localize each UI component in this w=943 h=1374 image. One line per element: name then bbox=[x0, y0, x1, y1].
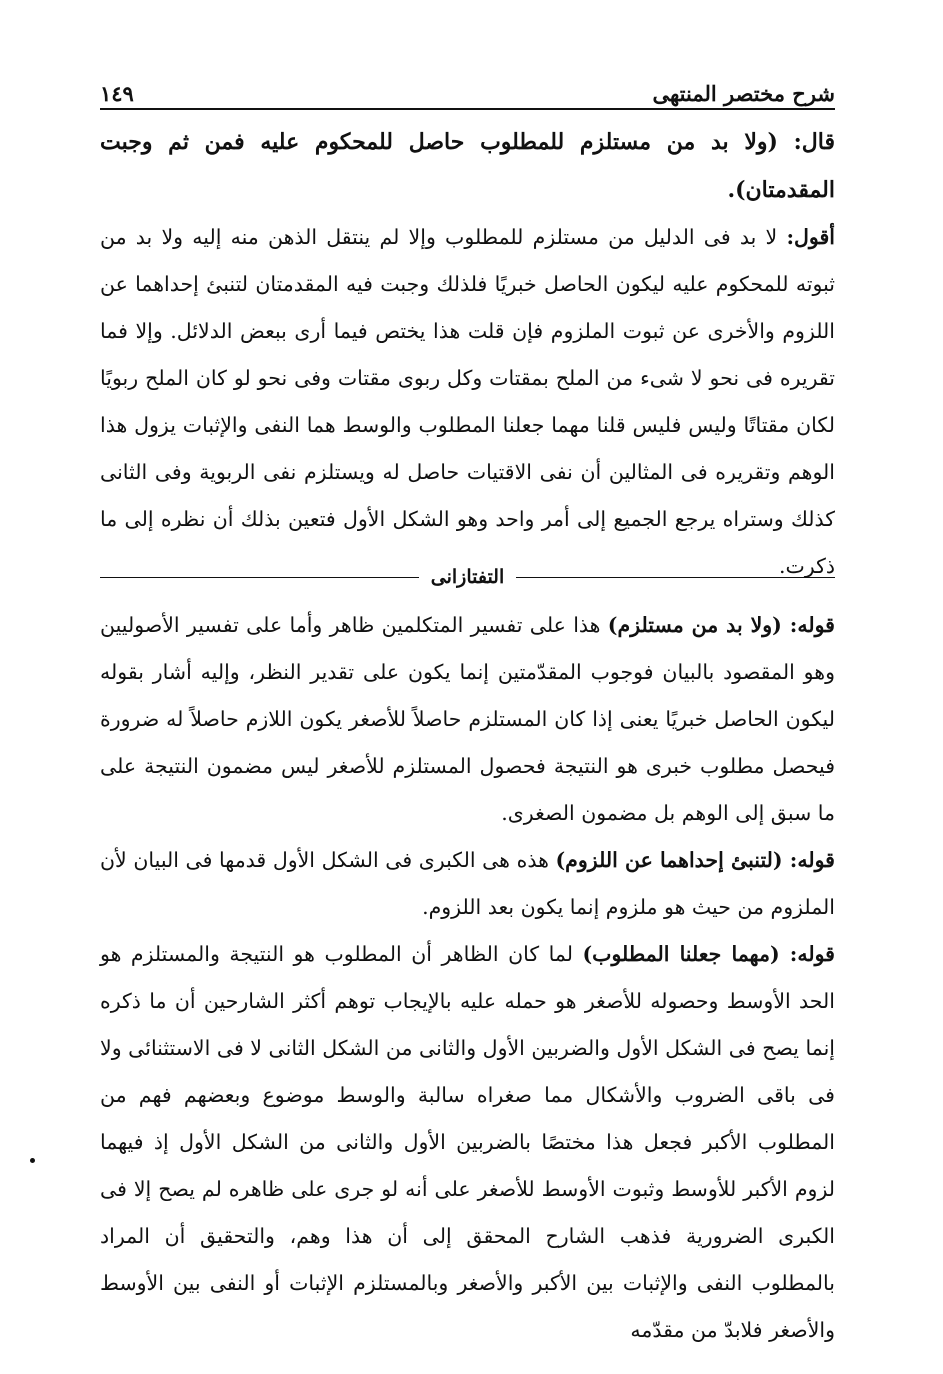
commentary-paragraph-2 bbox=[100, 837, 835, 931]
quote-paragraph bbox=[100, 118, 835, 214]
running-title: شرح مختصر المنتهى bbox=[652, 81, 835, 106]
commentary-paragraph-3 bbox=[100, 931, 835, 1354]
main-text bbox=[100, 118, 835, 590]
section-divider bbox=[100, 560, 835, 594]
page-header bbox=[100, 72, 835, 110]
divider-label: التفتازانى bbox=[430, 566, 505, 588]
divider-rule-right bbox=[516, 577, 835, 578]
commentary-text-3: لما كان الظاهر أن المطلوب هو النتيجة والمستلزم هو الحد الأوسط وحصوله للأصغر هو حمله عليه بالإيجاب توهم أكثر الشارحين أن ما ذكره إنما يصح فى الشكل الأول والضربين الأول والثانى من الشكل الثانى لا فى الاستثنائى ولا فى باقى الضروب والأشكال مما صغراه سالبة والوسط موضوع وبعضهم فهم من المطلوب الأكبر فجعل هذا مختصًا بالضربين الأول والثانى من الشكل الأول إذ فيهما لزوم الأكبر للأوسط وثبوت الأوسط للأصغر على أنه لو جرى على ظاهره لم يصح إلا فى الكبرى الضرورية فذهب الشارح المحقق إلى أن هذا وهم، والتحقيق أن المراد بالمطلوب النفى والإثبات بين الأكبر والأصغر وبالمستلزم الإثبات أو النفى بين الأوسط والأصغر فلابدّ من مقدّمه bbox=[100, 942, 835, 1342]
quote-text: (ولا بد من مستلزم للمطلوب حاصل للمحكوم عليه فمن ثم وجبت المقدمتان). bbox=[100, 129, 835, 203]
commentary-label-1: قوله: (ولا بد من مستلزم) bbox=[607, 613, 835, 637]
page-number: ١٤٩ bbox=[100, 81, 134, 106]
commentary-text-2: هذه هى الكبرى فى الشكل الأول قدمها فى البيان لأن الملزوم من حيث هو ملزوم إنما يكون بعد اللزوم. bbox=[100, 848, 835, 919]
commentary-text bbox=[100, 602, 835, 1354]
explanation-paragraph bbox=[100, 214, 835, 590]
quote-label: قال: bbox=[793, 129, 835, 155]
explanation-label: أقول: bbox=[786, 225, 835, 249]
commentary-text-1: هذا على تفسير المتكلمين ظاهر وأما على تفسير الأصوليين وهو المقصود بالبيان فوجوب المقدّمتين إنما يكون على تقدير النظر، وإليه أشار بقوله ليكون الحاصل خبريًا يعنى إذا كان المستلزم حاصلاً للأصغر يكون اللازم حاصلاً له ضرورة فيحصل مطلوب خبرى هو النتيجة فحصول المستلزم للأصغر ليس مضمون النتيجة على ما سبق إلى الوهم بل مضمون الصغرى. bbox=[100, 613, 835, 825]
commentary-paragraph-1 bbox=[100, 602, 835, 837]
explanation-text: لا بد فى الدليل من مستلزم للمطلوب وإلا لم ينتقل الذهن منه إليه ولا بد من ثبوته للمحكوم عليه ليكون الحاصل خبريًا فلذلك وجبت فيه المقدمتان لتنبئ إحداهما عن اللزوم والأخرى عن ثبوت الملزوم فإن قلت هذا يختص فيما أرى ببعض الدلائل. وإلا فما تقريره فى نحو لا شىء من الملح بمقتات وكل ربوى مقتات وفى نحو لو كان الملح ربويًا لكان مقتاتًا وليس فليس قلنا مهما جعلنا المطلوب والوسط هما النفى والإثبات يزول هذا الوهم وتقريره فى المثالين أن نفى الاقتيات حاصل له ويستلزم نفى الربوية وفى الثانى كذلك وستراه يرجع الجميع إلى أمر واحد وهو الشكل الأول فتعين بذلك أن نظره إلى ما ذكرت. bbox=[100, 225, 835, 578]
margin-mark bbox=[30, 1158, 35, 1163]
commentary-label-3: قوله: (مهما جعلنا المطلوب) bbox=[582, 942, 835, 966]
divider-rule-left bbox=[100, 577, 419, 578]
commentary-label-2: قوله: (لتنبئ إحداهما عن اللزوم) bbox=[555, 848, 835, 872]
